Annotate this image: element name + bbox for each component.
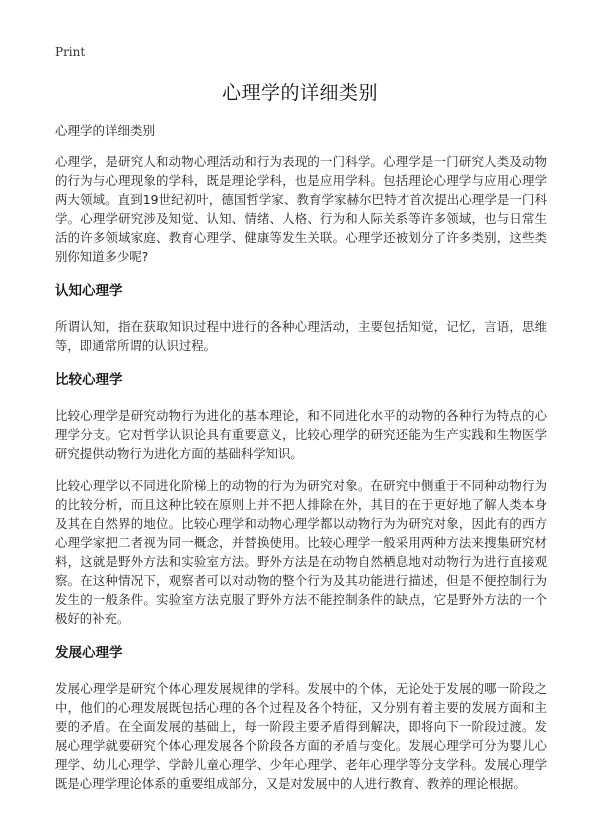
page-title: 心理学的详细类别 <box>221 82 378 104</box>
article-body <box>55 152 547 806</box>
section-paragraph: 发展心理学是研究个体心理发展规律的学科。发展中的个体，无论处于发展的哪一阶段之中，他们的心理发展既包括心理的各个过程及各个特征，又分别有着主要的发展方面和主要的矛盾。在全面发展的基础上，每一阶段主要矛盾得到解决，即将向下一阶段过渡。发展心理学就要研究个体心理发展各个阶段各方面的矛盾与变化。发展心理学可分为婴儿心理学、幼儿心理学、学龄儿童心理学、少年心理学、老年心理学等分支学科。发展心理学既是心理学理论体系的重要组成部分，又是对发展中的人进行教育、教养的理论根据。 <box>55 681 547 791</box>
section-paragraph: 比较心理学是研究动物行为进化的基本理论，和不同进化水平的动物的各种行为特点的心理学分支。它对哲学认识论具有重要意义，比较心理学的研究还能为生产实践和生物医学研究提供动物行为进化方面的基础科学知识。 <box>55 408 547 461</box>
section-cognitive-psychology <box>55 279 547 355</box>
page-subtitle: 心理学的详细类别 <box>55 123 156 138</box>
section-developmental-psychology <box>55 641 547 793</box>
section-comparative-psychology <box>55 368 547 628</box>
section-heading: 认知心理学 <box>55 283 123 299</box>
section-heading: 比较心理学 <box>55 372 123 388</box>
print-link[interactable]: Print <box>55 45 86 59</box>
intro-paragraph: 心理学，是研究人和动物心理活动和行为表现的一门科学。心理学是一门研究人类及动物的行为与心理现象的学科，既是理论学科，也是应用学科。包括理论心理学与应用心理学两大领域。直到19世纪初叶，德国哲学家、教育学家赫尔巴特才首次提出心理学是一门科学。心理学研究涉及知觉、认知、情绪、人格、行为和人际关系等许多领域，也与日常生活的许多领域家庭、教育心理学、健康等发生关联。心理学还被划分了许多类别，这些类别你知道多少呢? <box>55 154 547 264</box>
section-paragraph: 所谓认知，指在获取知识过程中进行的各种心理活动，主要包括知觉，记忆，言语，思维等，即通常所谓的认识过程。 <box>55 319 547 353</box>
section-paragraph: 比较心理学以不同进化阶梯上的动物的行为为研究对象。在研究中侧重于不同种动物行为的比较分析，而且这种比较在原则上并不把人排除在外，其目的在于更好地了解人类本身及其在自然界的地位。比较心理学和动物心理学都以动物行为为研究对象，因此有的西方心理学家把二者视为同一概念，并替换使用。比较心理学一般采用两种方法来搜集研究材料，这就是野外方法和实验室方法。野外方法是在动物自然栖息地对动物行为进行直接观察。在这种情况下，观察者可以对动物的整个行为及其功能进行描述，但是不便控制行为发生的一般条件。实验室方法克服了野外方法不能控制条件的缺点，它是野外方法的一个极好的补充。 <box>55 478 547 626</box>
section-heading: 发展心理学 <box>55 645 123 661</box>
